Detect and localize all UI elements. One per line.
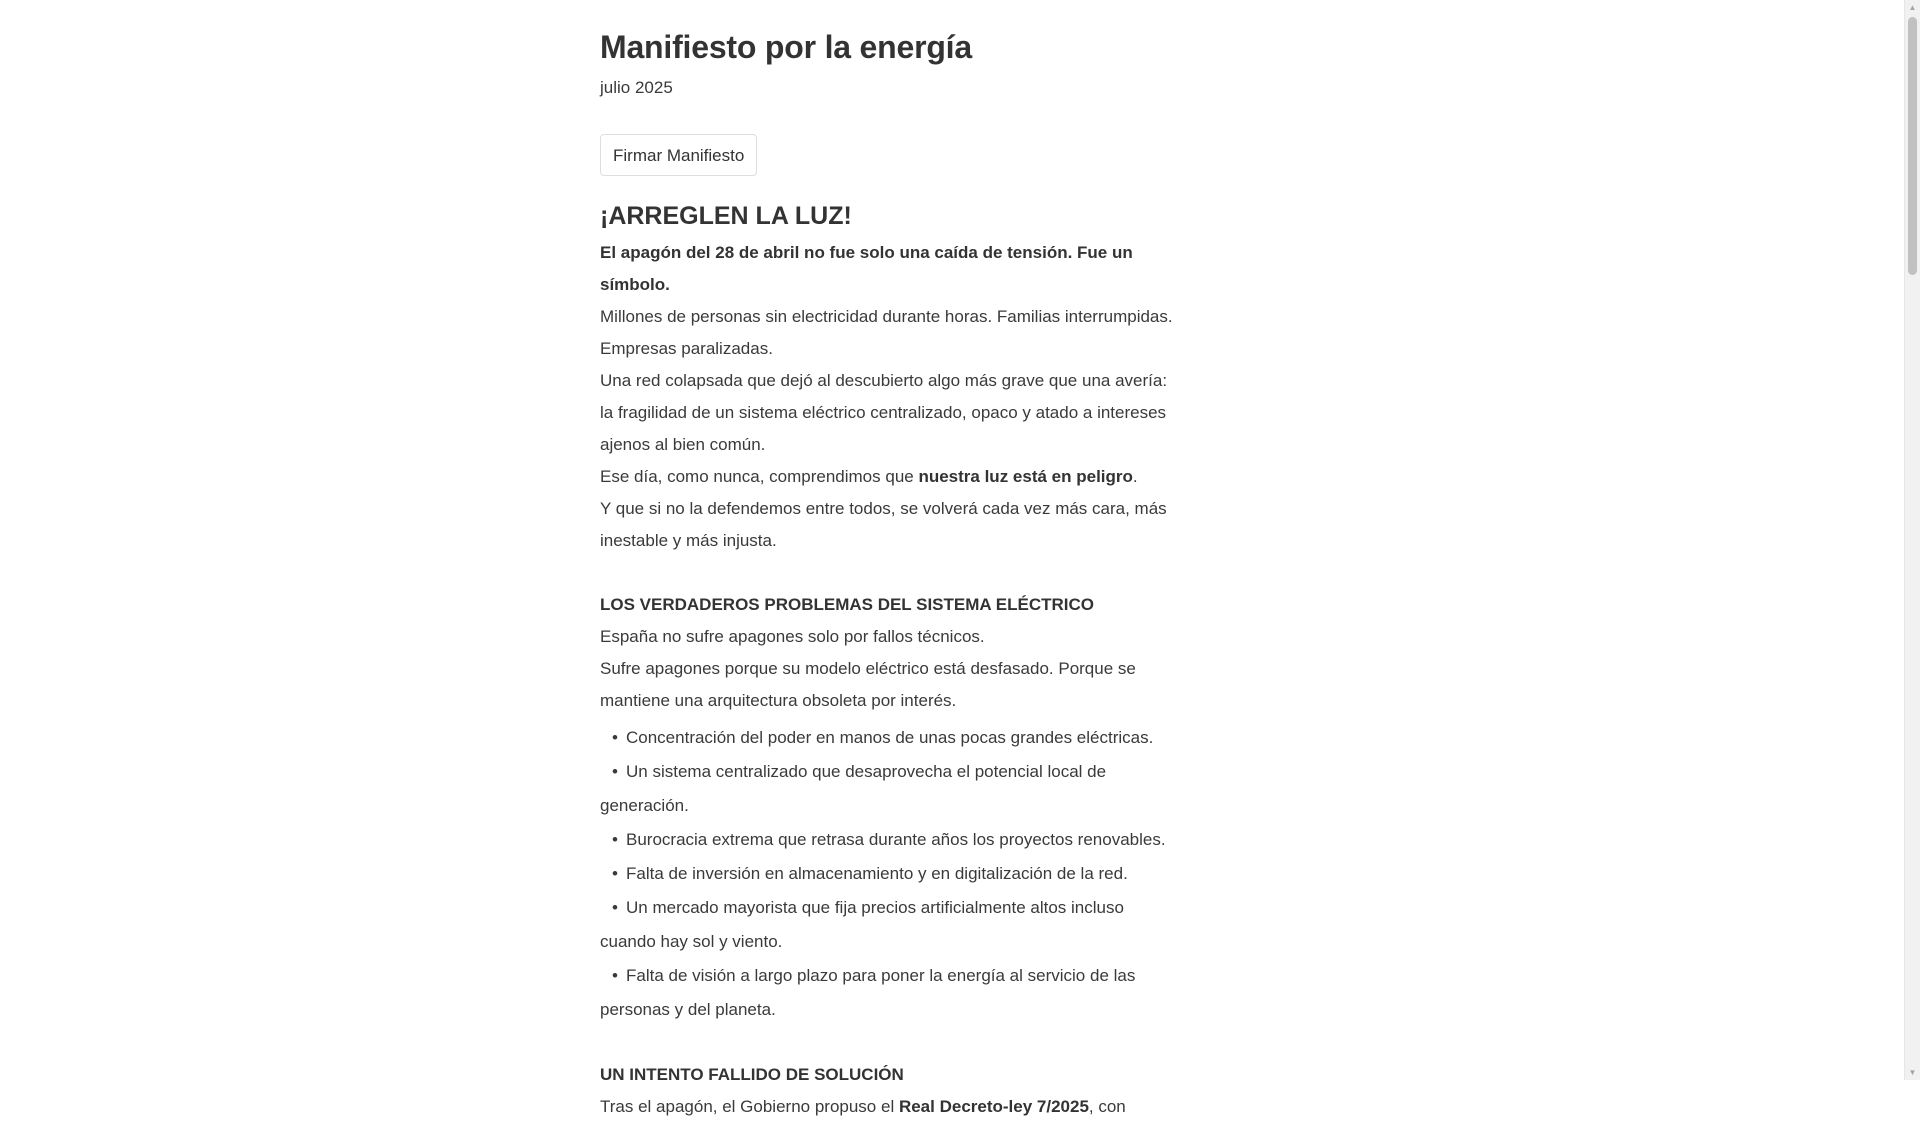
- solution-paragraph-1-text: Tras el apagón, el Gobierno propuso el: [600, 1097, 899, 1116]
- scroll-up-icon[interactable]: ▲: [1908, 3, 1917, 12]
- intro-paragraph-1: Millones de personas sin electricidad durante horas. Familias interrumpidas. Empresas paralizadas.: [600, 307, 1173, 358]
- decree-reference: Real Decreto-ley 7/2025: [898, 1097, 1089, 1116]
- intro-paragraph-4: Y que si no la defendemos entre todos, se volverá cada vez más cara, más inestable y más injusta.: [600, 499, 1167, 550]
- problems-list: [600, 721, 1180, 1027]
- lead-paragraph: El apagón del 28 de abril no fue solo una caída de tensión. Fue un símbolo.: [600, 243, 1133, 294]
- list-item: • Un mercado mayorista que fija precios artificialmente altos incluso cuando hay sol y viento.: [600, 891, 1180, 959]
- list-item: • Concentración del poder en manos de unas pocas grandes eléctricas.: [600, 721, 1180, 755]
- solution-paragraph-1-end: , con: [1088, 1097, 1126, 1116]
- manifesto-page: [600, 0, 1180, 1123]
- manifesto-headline: ¡ARREGLEN LA LUZ!: [600, 202, 852, 230]
- scrollbar-thumb[interactable]: [1908, 17, 1917, 275]
- problems-heading: LOS VERDADEROS PROBLEMAS DEL SISTEMA ELÉCTRICO: [600, 595, 1094, 614]
- list-item: • Falta de inversión en almacenamiento y en digitalización de la red.: [600, 857, 1180, 891]
- intro-paragraph-3: [600, 461, 1180, 493]
- publication-date: julio 2025: [600, 78, 673, 97]
- scroll-down-icon[interactable]: ▼: [1908, 1068, 1917, 1077]
- solution-paragraph-1: [600, 1091, 1180, 1123]
- vertical-scrollbar[interactable]: [1904, 0, 1920, 1080]
- list-item: • Burocracia extrema que retrasa durante años los proyectos renovables.: [600, 823, 1180, 857]
- list-item: • Falta de visión a largo plazo para poner la energía al servicio de las personas y del planeta.: [600, 959, 1180, 1027]
- intro-paragraph-3-text: Ese día, como nunca, comprendimos que: [600, 467, 919, 486]
- intro-paragraph-3-end: .: [1132, 467, 1138, 486]
- page-title: Manifiesto por la energía: [600, 29, 972, 65]
- intro-paragraph-2: Una red colapsada que dejó al descubierto algo más grave que una avería: la fragilidad de un sistema eléctrico centralizado, opaco y atado a intereses ajenos al bien común.: [600, 371, 1168, 454]
- sign-manifesto-button[interactable]: Firmar Manifiesto: [600, 134, 757, 176]
- list-item: • Un sistema centralizado que desaprovecha el potencial local de generación.: [600, 755, 1180, 823]
- solution-heading: UN INTENTO FALLIDO DE SOLUCIÓN: [600, 1065, 904, 1084]
- problems-paragraph-1: España no sufre apagones solo por fallos técnicos.: [600, 627, 985, 646]
- problems-paragraph-2: Sufre apagones porque su modelo eléctrico está desfasado. Porque se mantiene una arquitectura obsoleta por interés.: [600, 659, 1136, 710]
- intro-paragraph-3-emphasis: nuestra luz está en peligro: [918, 467, 1133, 486]
